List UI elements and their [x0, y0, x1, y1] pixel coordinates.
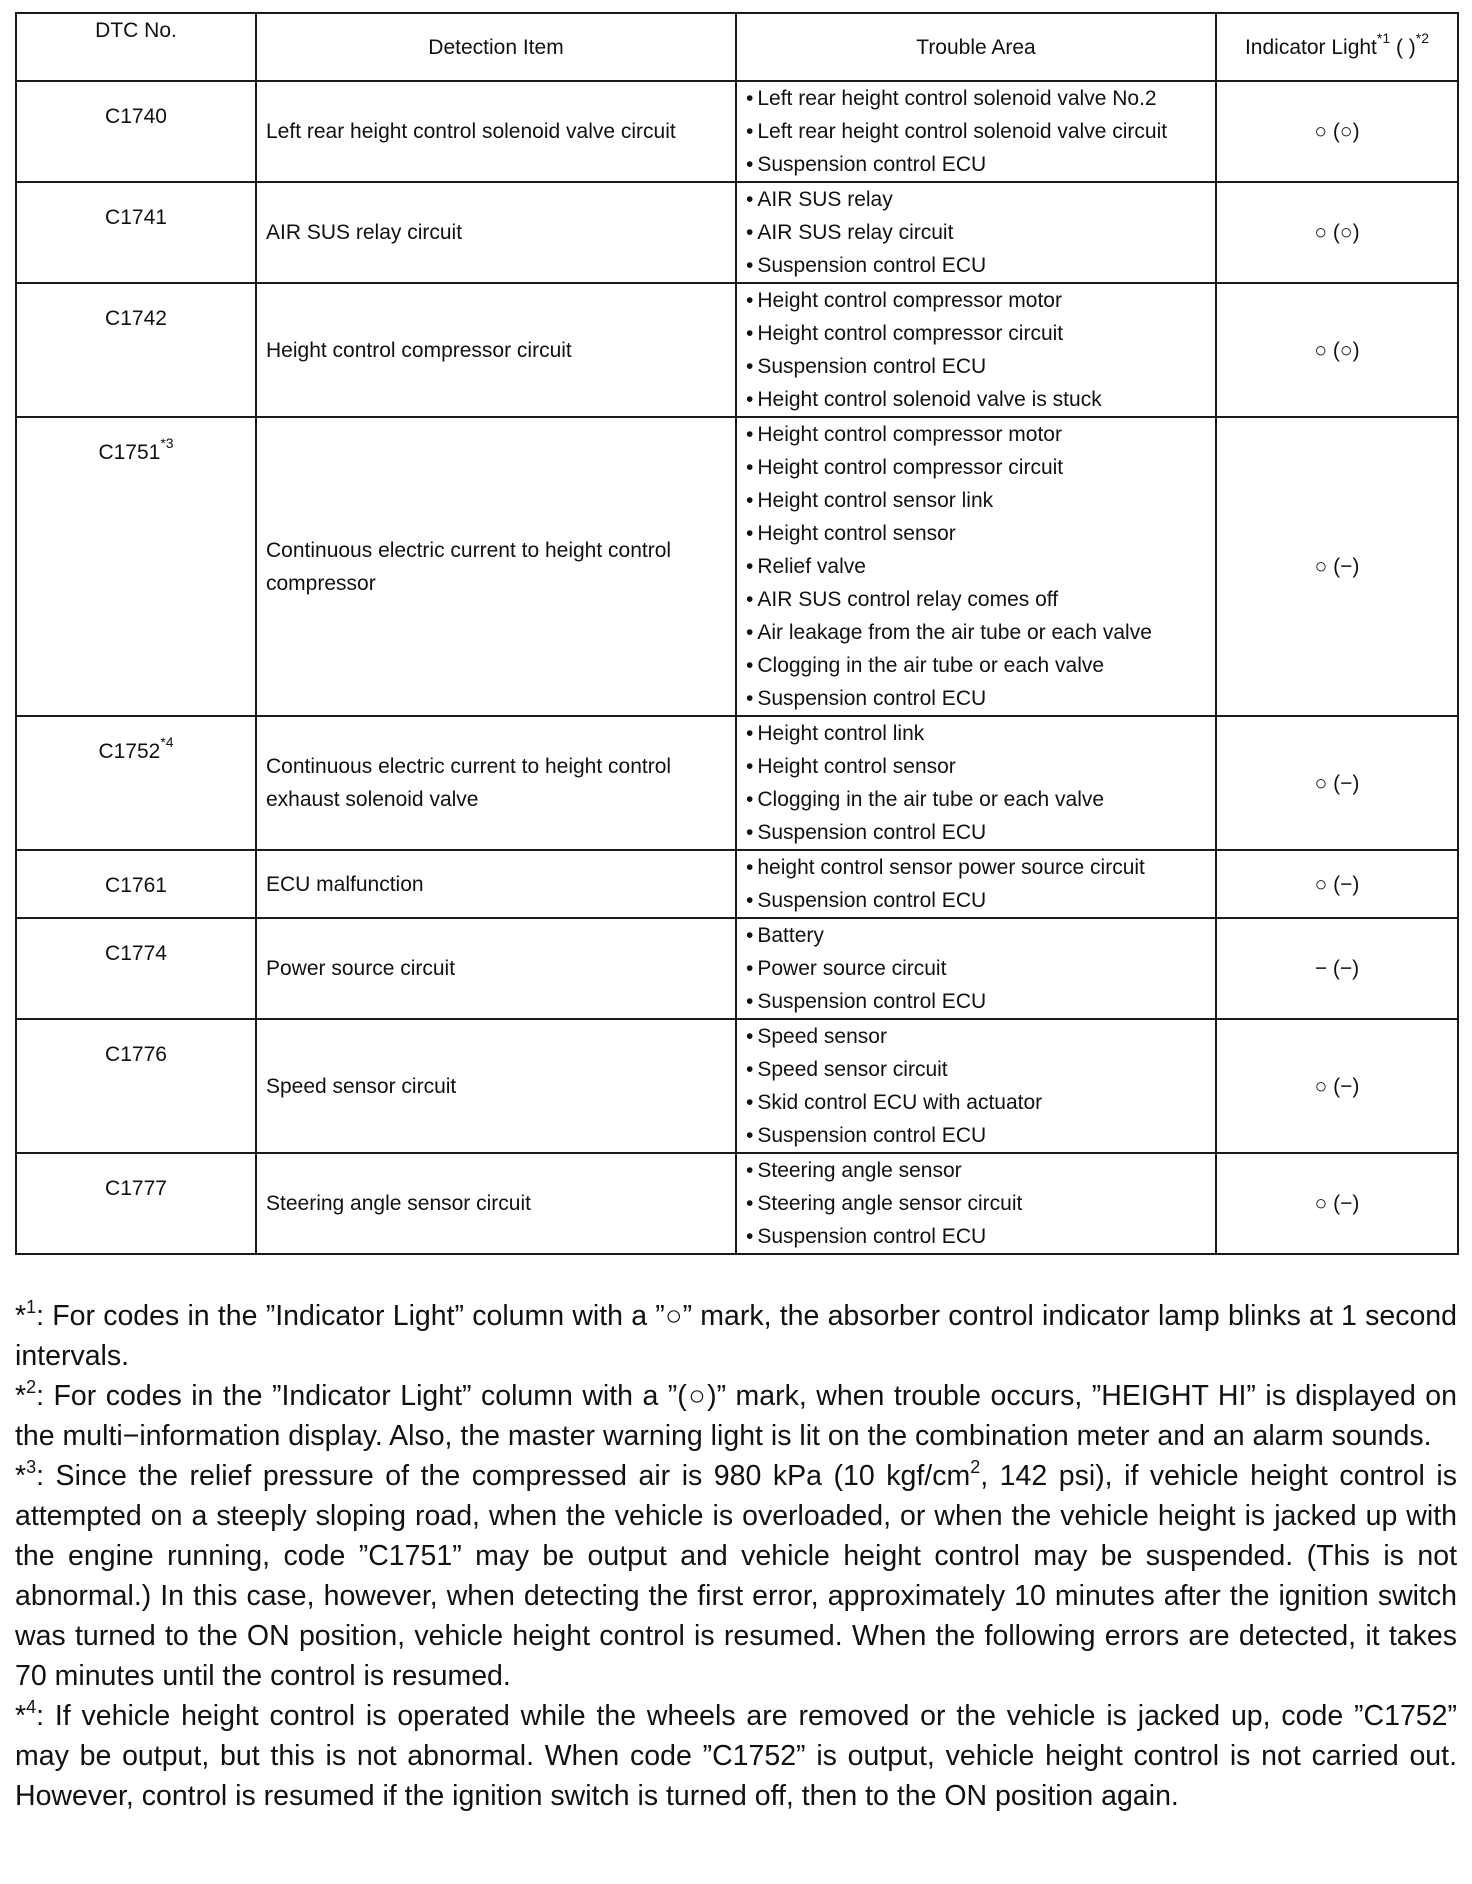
trouble-area-item: • Suspension control ECU	[746, 350, 1215, 383]
detection-item: Steering angle sensor circuit	[256, 1153, 736, 1254]
trouble-area-item: • Steering angle sensor	[746, 1154, 1215, 1187]
header-footnote-2: *2	[1415, 29, 1430, 46]
trouble-area-item: • Height control sensor link	[746, 484, 1215, 517]
footnote-number: 3	[26, 1456, 37, 1477]
footnote-text: : If vehicle height control is operated while the wheels are removed or the vehicle is jacked up, code ”C1752” may be output, but this is not abnormal. When code ”C1752” is output, vehicle height control is not carried out. However, control is resumed if the ignition switch is turned off, then to the ON position again.	[15, 1700, 1457, 1812]
header-footnote-1: *1	[1376, 29, 1391, 46]
trouble-area-item: • Height control solenoid valve is stuck	[746, 383, 1215, 416]
trouble-area-item: • AIR SUS relay circuit	[746, 216, 1215, 249]
trouble-area-item: • Suspension control ECU	[746, 1119, 1215, 1152]
trouble-area-item: • Height control link	[746, 717, 1215, 750]
detection-item: Speed sensor circuit	[256, 1019, 736, 1153]
footnote-1	[15, 1296, 1457, 1376]
indicator-light-mark: ○ (−)	[1216, 417, 1458, 716]
trouble-area-item: • height control sensor power source circuit	[746, 851, 1215, 884]
trouble-area-item: • Suspension control ECU	[746, 884, 1215, 917]
footnote-mark: *	[15, 1700, 27, 1732]
trouble-area-item: • Suspension control ECU	[746, 816, 1215, 849]
trouble-area-item: • Suspension control ECU	[746, 249, 1215, 282]
trouble-area-item: • Speed sensor circuit	[746, 1053, 1215, 1086]
footnote-mark: *	[15, 1300, 27, 1332]
dtc-code: C1776	[105, 1043, 167, 1066]
dtc-code-footnote: *4	[160, 734, 174, 750]
trouble-area-item: • Speed sensor	[746, 1020, 1215, 1053]
trouble-area-item: • Skid control ECU with actuator	[746, 1086, 1215, 1119]
header-indicator-light	[1216, 13, 1458, 81]
trouble-area-item: • AIR SUS relay	[746, 183, 1215, 216]
table-row	[16, 918, 1458, 1019]
dtc-code: C1774	[105, 942, 167, 965]
footnote-4	[15, 1696, 1457, 1816]
dtc-code: C1742	[105, 307, 167, 330]
trouble-area-item: • Battery	[746, 919, 1215, 952]
table-row	[16, 716, 1458, 850]
trouble-area-item: • Suspension control ECU	[746, 682, 1215, 715]
header-detection-item: Detection Item	[256, 13, 736, 81]
detection-item: Continuous electric current to height control compressor	[256, 417, 736, 716]
dtc-code: C1777	[105, 1177, 167, 1200]
trouble-area-list	[736, 1153, 1216, 1254]
trouble-area-list	[736, 81, 1216, 182]
table-row	[16, 417, 1458, 716]
dtc-code-cell	[16, 182, 256, 283]
footnote-mark: *	[15, 1380, 27, 1412]
footnote-number: 1	[26, 1296, 37, 1317]
trouble-area-item: • Suspension control ECU	[746, 1220, 1215, 1253]
footnote-text: , 142 psi), if vehicle height control is attempted on a steeply sloping road, when the vehicle is overloaded, or when the vehicle height is jacked up with the engine running, code ”C1751” may be output and vehicle height control may be suspended. (This is not abnormal.) In this case, however, when detecting the first error, approximately 10 minutes after the ignition switch was turned to the ON position, vehicle height control is resumed. When the following errors are detected, it takes 70 minutes until the control is resumed.	[15, 1460, 1458, 1692]
dtc-code: C1751	[98, 441, 161, 464]
table-row	[16, 1019, 1458, 1153]
trouble-area-item: • Height control sensor	[746, 517, 1215, 550]
detection-item: Power source circuit	[256, 918, 736, 1019]
detection-item: AIR SUS relay circuit	[256, 182, 736, 283]
dtc-table-body	[16, 81, 1458, 1254]
dtc-code-cell	[16, 417, 256, 716]
footnote-text-superscript: 2	[970, 1456, 981, 1477]
trouble-area-item: • Clogging in the air tube or each valve	[746, 783, 1215, 816]
dtc-code-cell	[16, 850, 256, 918]
trouble-area-item: • Height control compressor motor	[746, 284, 1215, 317]
detection-item: Left rear height control solenoid valve circuit	[256, 81, 736, 182]
trouble-area-item: • Power source circuit	[746, 952, 1215, 985]
trouble-area-item: • Suspension control ECU	[746, 985, 1215, 1018]
detection-item: Continuous electric current to height control exhaust solenoid valve	[256, 716, 736, 850]
indicator-light-mark: ○ (−)	[1216, 1153, 1458, 1254]
dtc-code-cell	[16, 81, 256, 182]
trouble-area-item: • Left rear height control solenoid valve No.2	[746, 82, 1215, 115]
dtc-code: C1740	[105, 105, 167, 128]
trouble-area-list	[736, 182, 1216, 283]
table-header-row	[16, 13, 1458, 81]
trouble-area-list	[736, 918, 1216, 1019]
indicator-light-mark: ○ (−)	[1216, 716, 1458, 850]
dtc-code-cell	[16, 1153, 256, 1254]
table-row	[16, 283, 1458, 417]
footnote-number: 2	[26, 1376, 37, 1397]
footnote-3	[15, 1456, 1457, 1696]
trouble-area-list	[736, 1019, 1216, 1153]
trouble-area-list	[736, 417, 1216, 716]
dtc-code-cell	[16, 283, 256, 417]
dtc-code: C1752	[98, 740, 161, 763]
header-indicator-paren: ( )	[1390, 35, 1416, 59]
dtc-code-cell	[16, 918, 256, 1019]
trouble-area-item: • Height control compressor circuit	[746, 317, 1215, 350]
indicator-light-mark: ○ (○)	[1216, 81, 1458, 182]
indicator-light-mark: − (−)	[1216, 918, 1458, 1019]
indicator-light-mark: ○ (−)	[1216, 850, 1458, 918]
dtc-code-cell	[16, 1019, 256, 1153]
trouble-area-item: • Relief valve	[746, 550, 1215, 583]
footnotes	[15, 1296, 1457, 1816]
header-indicator-label: Indicator Light	[1244, 35, 1377, 59]
trouble-area-item: • Height control compressor motor	[746, 418, 1215, 451]
table-row	[16, 182, 1458, 283]
trouble-area-item: • Steering angle sensor circuit	[746, 1187, 1215, 1220]
trouble-area-item: • AIR SUS control relay comes off	[746, 583, 1215, 616]
trouble-area-list	[736, 283, 1216, 417]
trouble-area-item: • Height control compressor circuit	[746, 451, 1215, 484]
trouble-area-list	[736, 850, 1216, 918]
footnote-text: : Since the relief pressure of the compressed air is 980 kPa (10 kgf/cm	[36, 1460, 971, 1492]
table-row	[16, 1153, 1458, 1254]
footnote-mark: *	[15, 1460, 27, 1492]
indicator-light-mark: ○ (−)	[1216, 1019, 1458, 1153]
dtc-code: C1741	[105, 206, 167, 229]
header-dtc-no: DTC No.	[16, 13, 256, 81]
footnote-text: : For codes in the ”Indicator Light” column with a ”○” mark, the absorber control indicator lamp blinks at 1 second intervals.	[15, 1300, 1457, 1372]
detection-item: ECU malfunction	[256, 850, 736, 918]
footnote-text: : For codes in the ”Indicator Light” column with a ”(○)” mark, when trouble occurs, ”HEIGHT HI” is displayed on the multi−information display. Also, the master warning light is lit on the combination meter and an alarm sounds.	[15, 1380, 1457, 1452]
dtc-code: C1761	[105, 874, 167, 897]
trouble-area-list	[736, 716, 1216, 850]
table-row	[16, 81, 1458, 182]
footnote-2	[15, 1376, 1457, 1456]
header-trouble-area: Trouble Area	[736, 13, 1216, 81]
detection-item: Height control compressor circuit	[256, 283, 736, 417]
dtc-table	[15, 12, 1459, 1255]
indicator-light-mark: ○ (○)	[1216, 182, 1458, 283]
trouble-area-item: • Clogging in the air tube or each valve	[746, 649, 1215, 682]
table-row	[16, 850, 1458, 918]
trouble-area-item: • Height control sensor	[746, 750, 1215, 783]
indicator-light-mark: ○ (○)	[1216, 283, 1458, 417]
trouble-area-item: • Left rear height control solenoid valve circuit	[746, 115, 1215, 148]
trouble-area-item: • Air leakage from the air tube or each valve	[746, 616, 1215, 649]
trouble-area-item: • Suspension control ECU	[746, 148, 1215, 181]
footnote-number: 4	[26, 1696, 37, 1717]
dtc-code-footnote: *3	[160, 435, 174, 451]
dtc-code-cell	[16, 716, 256, 850]
